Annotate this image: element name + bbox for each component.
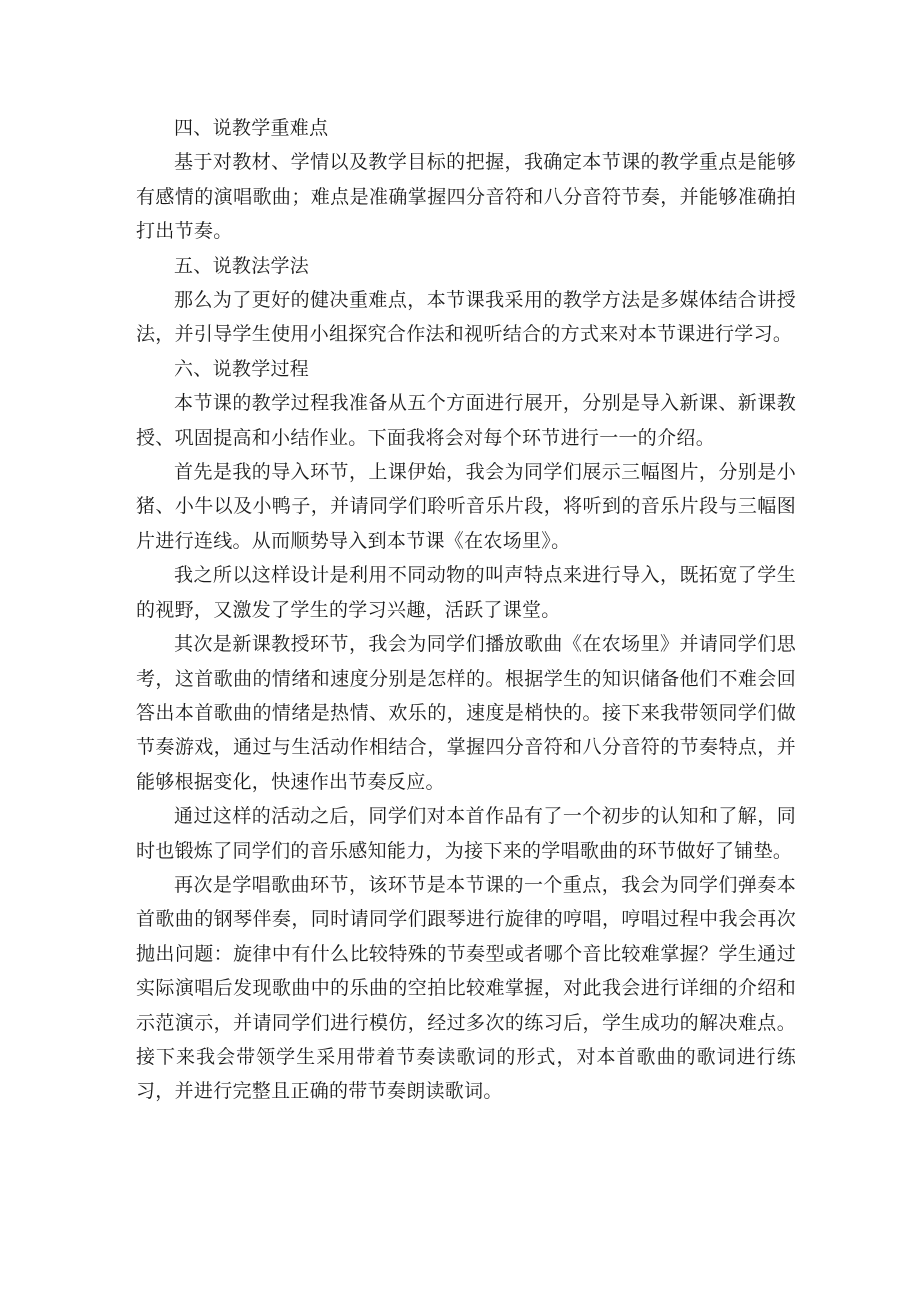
section-heading-difficulties: 四、说教学重难点: [174, 117, 329, 139]
paragraph-introduction: 首先是我的导入环节，上课伊始，我会为同学们展示三幅图片，分别是小猪、小牛以及小鸭子，并请同学们聆听音乐片段，将听到的音乐片段与三幅图片进行连线。从而顺势导入到本节课《在农场里》。: [136, 461, 796, 552]
paragraph-activity-result: 通过这样的活动之后，同学们对本首作品有了一个初步的认知和了解，同时也锻炼了同学们的音乐感知能力，为接下来的学唱歌曲的环节做好了铺垫。: [136, 805, 796, 862]
paragraph-learn-song: 再次是学唱歌曲环节，该环节是本节课的一个重点，我会为同学们弹奏本首歌曲的钢琴伴奏，同时请同学们跟琴进行旋律的哼唱，哼唱过程中我会再次抛出问题：旋律中有什么比较特殊的节奏型或者哪个音比较难掌握？学生通过实际演唱后发现歌曲中的乐曲的空拍比较难掌握，对此我会进行详细的介绍和示范演示，并请同学们进行模仿，经过多次的练习后，学生成功的解决难点。接下来我会带领学生采用带着节奏读歌词的形式，对本首歌曲的歌词进行练习，并进行完整且正确的带节奏朗读歌词。: [136, 873, 796, 1103]
paragraph-design-rationale: 我之所以这样设计是利用不同动物的叫声特点来进行导入，既拓宽了学生的视野，又激发了学生的学习兴趣，活跃了课堂。: [136, 564, 796, 621]
paragraph-new-lesson: 其次是新课教授环节，我会为同学们播放歌曲《在农场里》并请同学们思考，这首歌曲的情绪和速度分别是怎样的。根据学生的知识储备他们不难会回答出本首歌曲的情绪是热情、欢乐的，速度是梢快的。接下来我带领同学们做节奏游戏，通过与生活动作相结合，掌握四分音符和八分音符的节奏特点，并能够根据变化，快速作出节奏反应。: [136, 633, 796, 793]
paragraph-difficulties: 基于对教材、学情以及教学目标的把握，我确定本节课的教学重点是能够有感情的演唱歌曲；难点是准确掌握四分音符和八分音符节奏，并能够准确拍打出节奏。: [136, 151, 796, 243]
paragraph-process-overview: 本节课的教学过程我准备从五个方面进行展开，分别是导入新课、新课教授、巩固提高和小结作业。下面我将会对每个环节进行一一的介绍。: [136, 392, 796, 449]
section-heading-process: 六、说教学过程: [174, 357, 310, 380]
document-body: [136, 111, 796, 1109]
section-heading-methods: 五、说教法学法: [174, 254, 310, 277]
paragraph-methods: 那么为了更好的健决重难点，本节课我采用的教学方法是多媒体结合讲授法，并引导学生使用小组探究合作法和视听结合的方式来对本节课进行学习。: [136, 289, 796, 346]
